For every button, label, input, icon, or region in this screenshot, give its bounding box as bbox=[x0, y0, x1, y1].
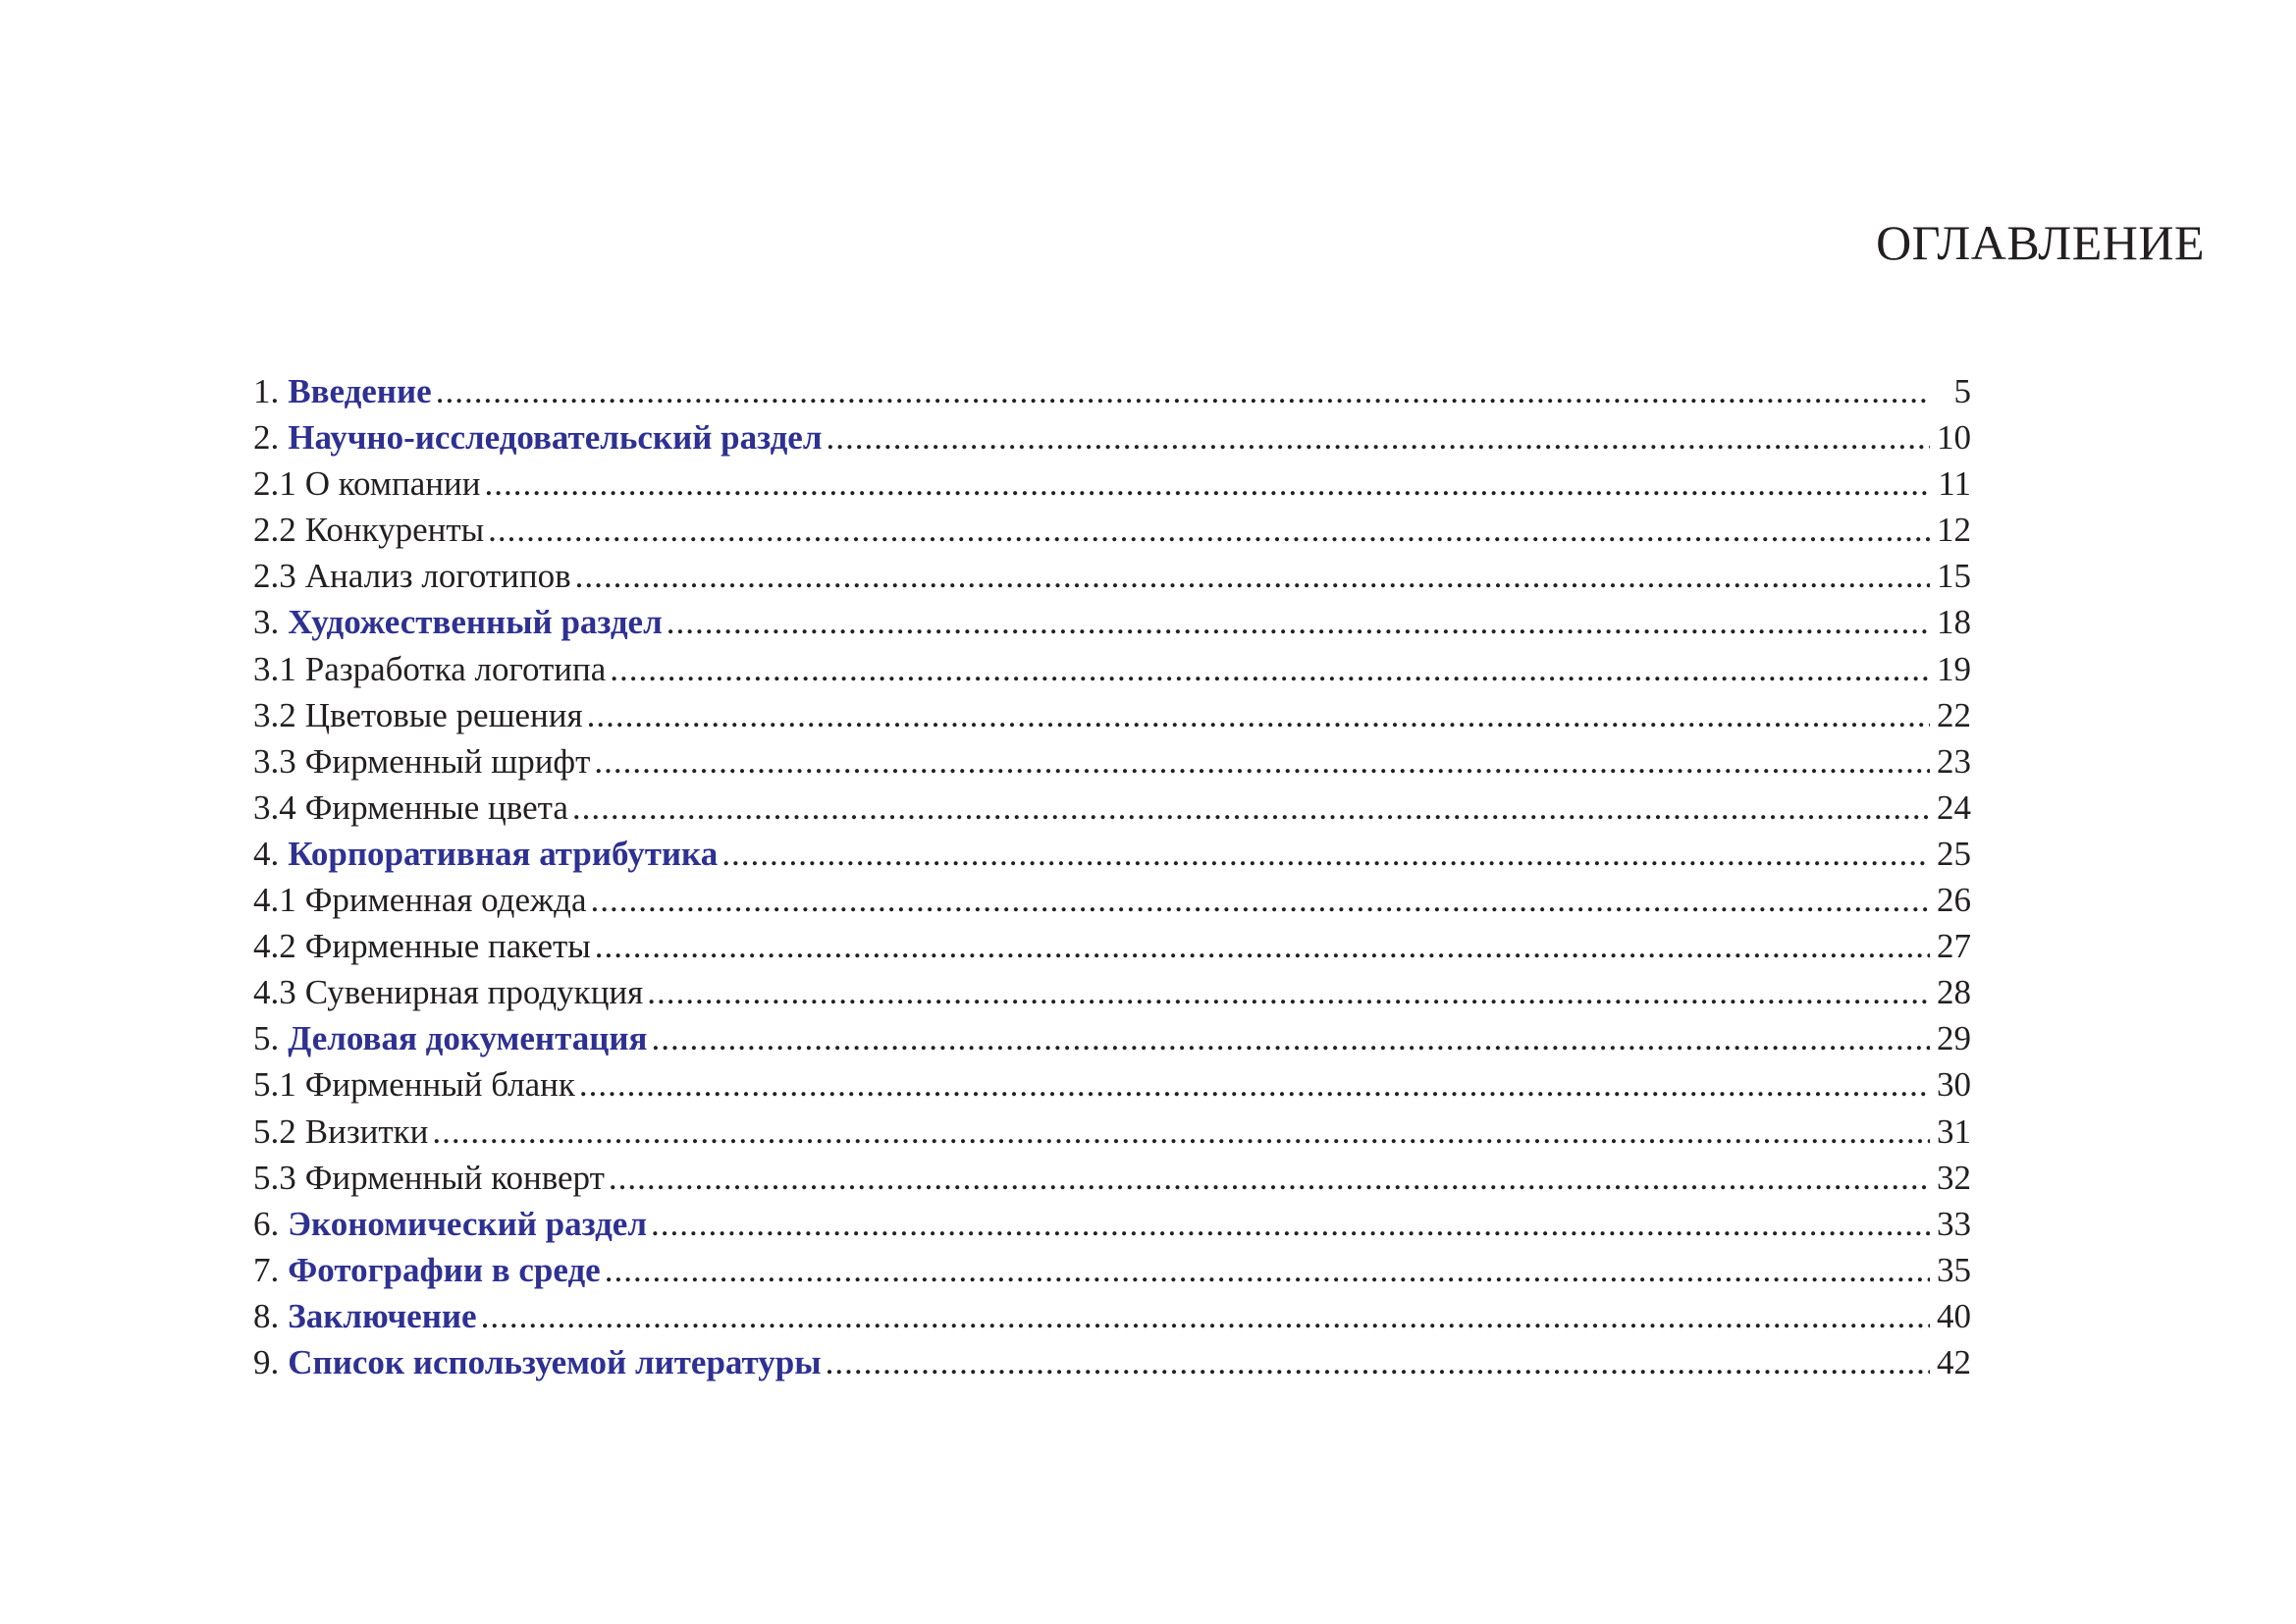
toc-leader bbox=[826, 414, 1930, 460]
toc-title: О компании bbox=[304, 464, 481, 504]
toc-leader bbox=[651, 1201, 1930, 1247]
toc-row[interactable] bbox=[253, 1339, 1971, 1385]
toc-number: 2. bbox=[253, 418, 280, 458]
toc-row[interactable] bbox=[253, 368, 1971, 414]
toc-number: 2.3 bbox=[253, 557, 296, 596]
toc-number: 3.4 bbox=[253, 787, 296, 827]
toc-page-number: 31 bbox=[1937, 1111, 1971, 1151]
toc-title: Конкуренты bbox=[304, 511, 485, 550]
toc-page-number: 23 bbox=[1937, 741, 1971, 781]
toc-leader bbox=[652, 1015, 1931, 1061]
toc-row[interactable] bbox=[253, 785, 1971, 831]
toc-leader bbox=[484, 460, 1930, 507]
toc-leader bbox=[575, 553, 1930, 599]
toc-title: Фирменный конверт bbox=[304, 1158, 605, 1197]
toc-number: 5.3 bbox=[253, 1158, 296, 1197]
toc-title: Анализ логотипов bbox=[304, 557, 571, 596]
toc-title: Список используемой литературы bbox=[288, 1342, 822, 1381]
toc-number: 5.2 bbox=[253, 1111, 296, 1151]
toc-title: Введение bbox=[288, 372, 432, 410]
toc-title: Фирменные цвета bbox=[304, 787, 568, 827]
toc-number: 4.2 bbox=[253, 927, 296, 966]
table-of-contents bbox=[253, 368, 1971, 1385]
toc-row[interactable] bbox=[253, 1109, 1971, 1155]
toc-page-number: 33 bbox=[1937, 1204, 1971, 1243]
toc-title: Корпоративная атрибутика bbox=[288, 834, 719, 873]
toc-title: Разработка логотипа bbox=[304, 649, 607, 688]
toc-page-number: 28 bbox=[1937, 973, 1971, 1012]
toc-number: 4.3 bbox=[253, 973, 296, 1012]
toc-page-number: 18 bbox=[1937, 603, 1971, 642]
toc-row[interactable] bbox=[253, 1293, 1971, 1339]
toc-title: Фирменные пакеты bbox=[304, 927, 591, 966]
toc-leader bbox=[572, 785, 1930, 831]
toc-row[interactable] bbox=[253, 460, 1971, 507]
toc-leader bbox=[432, 1109, 1930, 1155]
toc-page-number: 15 bbox=[1937, 557, 1971, 596]
toc-page-number: 32 bbox=[1937, 1158, 1971, 1197]
toc-page-number: 12 bbox=[1937, 511, 1971, 550]
toc-number: 3.1 bbox=[253, 649, 296, 688]
toc-leader bbox=[594, 738, 1930, 785]
toc-leader bbox=[579, 1061, 1930, 1108]
toc-row[interactable] bbox=[253, 553, 1971, 599]
toc-page-number: 26 bbox=[1937, 881, 1971, 920]
toc-row[interactable] bbox=[253, 1247, 1971, 1293]
toc-title: Фирменный шрифт bbox=[304, 741, 591, 781]
toc-title: Деловая документация bbox=[288, 1019, 648, 1058]
toc-number: 5.1 bbox=[253, 1065, 296, 1105]
toc-title: Заключение bbox=[288, 1296, 477, 1335]
toc-page-number: 40 bbox=[1937, 1296, 1971, 1335]
toc-title: Цветовые решения bbox=[304, 695, 583, 734]
toc-title: Сувенирная продукция bbox=[304, 973, 644, 1012]
toc-number: 3.2 bbox=[253, 695, 296, 734]
toc-row[interactable] bbox=[253, 877, 1971, 923]
toc-page-number: 5 bbox=[1953, 372, 1971, 410]
toc-page-number: 24 bbox=[1937, 787, 1971, 827]
toc-leader bbox=[609, 1155, 1930, 1201]
toc-number: 3.3 bbox=[253, 741, 296, 781]
toc-page-number: 19 bbox=[1937, 649, 1971, 688]
toc-leader bbox=[826, 1339, 1930, 1385]
toc-row[interactable] bbox=[253, 1015, 1971, 1061]
toc-title: Экономический раздел bbox=[288, 1204, 647, 1243]
toc-row[interactable] bbox=[253, 599, 1971, 645]
toc-page-number: 35 bbox=[1937, 1250, 1971, 1289]
toc-page-number: 30 bbox=[1937, 1065, 1971, 1105]
toc-number: 1. bbox=[253, 372, 280, 410]
toc-row[interactable] bbox=[253, 923, 1971, 969]
toc-number: 7. bbox=[253, 1250, 280, 1289]
page-title: ОГЛАВЛЕНИЕ bbox=[1876, 215, 2205, 270]
toc-leader bbox=[605, 1247, 1930, 1293]
toc-row[interactable] bbox=[253, 1061, 1971, 1108]
toc-leader bbox=[610, 646, 1930, 692]
toc-page-number: 25 bbox=[1937, 834, 1971, 873]
toc-number: 8. bbox=[253, 1296, 280, 1335]
toc-row[interactable] bbox=[253, 646, 1971, 692]
toc-page-number: 27 bbox=[1937, 927, 1971, 966]
toc-number: 6. bbox=[253, 1204, 280, 1243]
toc-leader bbox=[587, 692, 1930, 738]
toc-row[interactable] bbox=[253, 414, 1971, 460]
toc-number: 2.1 bbox=[253, 464, 296, 504]
toc-page-number: 10 bbox=[1937, 418, 1971, 458]
toc-title: Фотографии в среде bbox=[288, 1250, 601, 1289]
toc-leader bbox=[481, 1293, 1930, 1339]
toc-row[interactable] bbox=[253, 1155, 1971, 1201]
toc-leader bbox=[647, 969, 1930, 1015]
toc-page-number: 29 bbox=[1937, 1019, 1971, 1058]
toc-number: 5. bbox=[253, 1019, 280, 1058]
toc-title: Научно-исследовательский раздел bbox=[288, 418, 823, 458]
toc-number: 9. bbox=[253, 1342, 280, 1381]
toc-title: Художественный раздел bbox=[288, 603, 663, 642]
toc-number: 3. bbox=[253, 603, 280, 642]
toc-leader bbox=[667, 599, 1930, 645]
toc-title: Визитки bbox=[304, 1111, 429, 1151]
toc-number: 4.1 bbox=[253, 881, 296, 920]
toc-row[interactable] bbox=[253, 969, 1971, 1015]
toc-leader bbox=[488, 507, 1930, 553]
toc-page-number: 42 bbox=[1937, 1342, 1971, 1381]
toc-row[interactable] bbox=[253, 738, 1971, 785]
toc-title: Фирменный бланк bbox=[304, 1065, 575, 1105]
toc-number: 4. bbox=[253, 834, 280, 873]
toc-row[interactable] bbox=[253, 831, 1971, 877]
toc-row[interactable] bbox=[253, 1201, 1971, 1247]
toc-row[interactable] bbox=[253, 692, 1971, 738]
toc-title: Фрименная одежда bbox=[304, 881, 587, 920]
toc-leader bbox=[591, 877, 1930, 923]
toc-page-number: 11 bbox=[1938, 464, 1971, 504]
toc-row[interactable] bbox=[253, 507, 1971, 553]
toc-page-number: 22 bbox=[1937, 695, 1971, 734]
toc-leader bbox=[436, 368, 1930, 414]
toc-number: 2.2 bbox=[253, 511, 296, 550]
toc-leader bbox=[721, 831, 1930, 877]
toc-leader bbox=[595, 923, 1930, 969]
